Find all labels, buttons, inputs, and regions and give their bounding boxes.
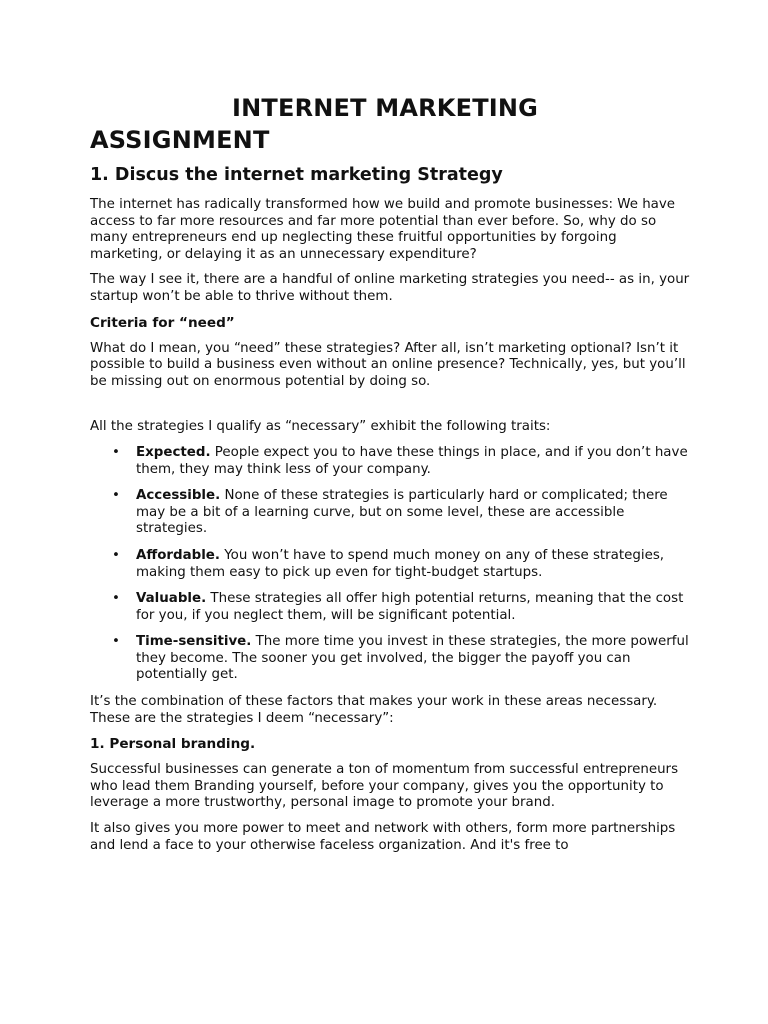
trait-term: Valuable.	[136, 591, 207, 607]
intro-paragraph-1: The internet has radically transformed how we build and promote businesses: We have access to far more resources and far more potential than ever before. So, why do so many entrepreneurs end up neglecting these fruitful opportunities by forgoing marketing, or delaying it as an unnecessary expenditure?	[90, 197, 676, 262]
bullet-icon: •	[112, 634, 120, 650]
intro-paragraph-2: The way I see it, there are a handful of online marketing strategies you need-- as in, your startup won’t be able to thrive without them.	[90, 272, 690, 304]
document-title-line-2: ASSIGNMENT	[90, 126, 270, 154]
trait-text: People expect you to have these things in place, and if you don’t have them, they may think less of your company.	[136, 444, 688, 477]
trait-text: The more time you invest in these strategies, the more powerful they become. The sooner you get involved, the bigger the payoff you can potentially get.	[136, 634, 689, 683]
criteria-paragraph: What do I mean, you “need” these strategies? After all, isn’t marketing optional? Isn’t it possible to build a business even without an online presence? Technically, yes, but you’ll be missing out on enormous potential by doing so.	[90, 340, 686, 389]
trait-text: None of these strategies is particularly hard or complicated; there may be a bit of a learning curve, but on some level, these are accessible strategies.	[136, 488, 668, 537]
list-item	[90, 591, 690, 624]
list-item	[90, 488, 690, 538]
branding-heading: 1. Personal branding.	[90, 736, 256, 753]
document-title	[90, 92, 690, 156]
bullet-icon: •	[112, 591, 120, 607]
list-item	[90, 634, 690, 684]
trait-term: Accessible.	[136, 488, 221, 504]
bullet-icon: •	[112, 444, 120, 460]
criteria-heading: Criteria for “need”	[90, 314, 235, 331]
section-heading: 1. Discus the internet marketing Strategy	[90, 165, 503, 185]
traits-list	[90, 445, 690, 684]
blank-line	[90, 399, 690, 419]
trait-term: Affordable.	[136, 547, 220, 563]
bullet-icon: •	[112, 488, 120, 504]
trait-text: These strategies all offer high potential returns, meaning that the cost for you, if you neglect them, will be significant potential.	[136, 591, 684, 623]
trait-text: You won’t have to spend much money on any of these strategies, making them easy to pick up even for tight-budget startups.	[136, 547, 665, 580]
document-page	[90, 92, 690, 863]
list-item	[90, 445, 690, 478]
document-title-line-1: INTERNET MARKETING	[232, 94, 539, 122]
bullet-icon: •	[112, 547, 120, 563]
branding-paragraph-1: Successful businesses can generate a ton of momentum from successful entrepreneurs who lead them Branding yourself, before your company, gives you the opportunity to leverage a more trustworthy, personal image to promote your brand.	[90, 762, 679, 811]
traits-intro: All the strategies I qualify as “necessary” exhibit the following traits:	[90, 419, 551, 435]
trait-term: Expected.	[136, 444, 211, 460]
list-item	[90, 548, 690, 581]
combination-paragraph: It’s the combination of these factors that makes your work in these areas necessary. These are the strategies I deem “necessary”:	[90, 694, 658, 726]
trait-term: Time-sensitive.	[136, 634, 252, 650]
branding-paragraph-2: It also gives you more power to meet and network with others, form more partnerships and lend a face to your otherwise faceless organization. And it's free to	[90, 821, 676, 853]
